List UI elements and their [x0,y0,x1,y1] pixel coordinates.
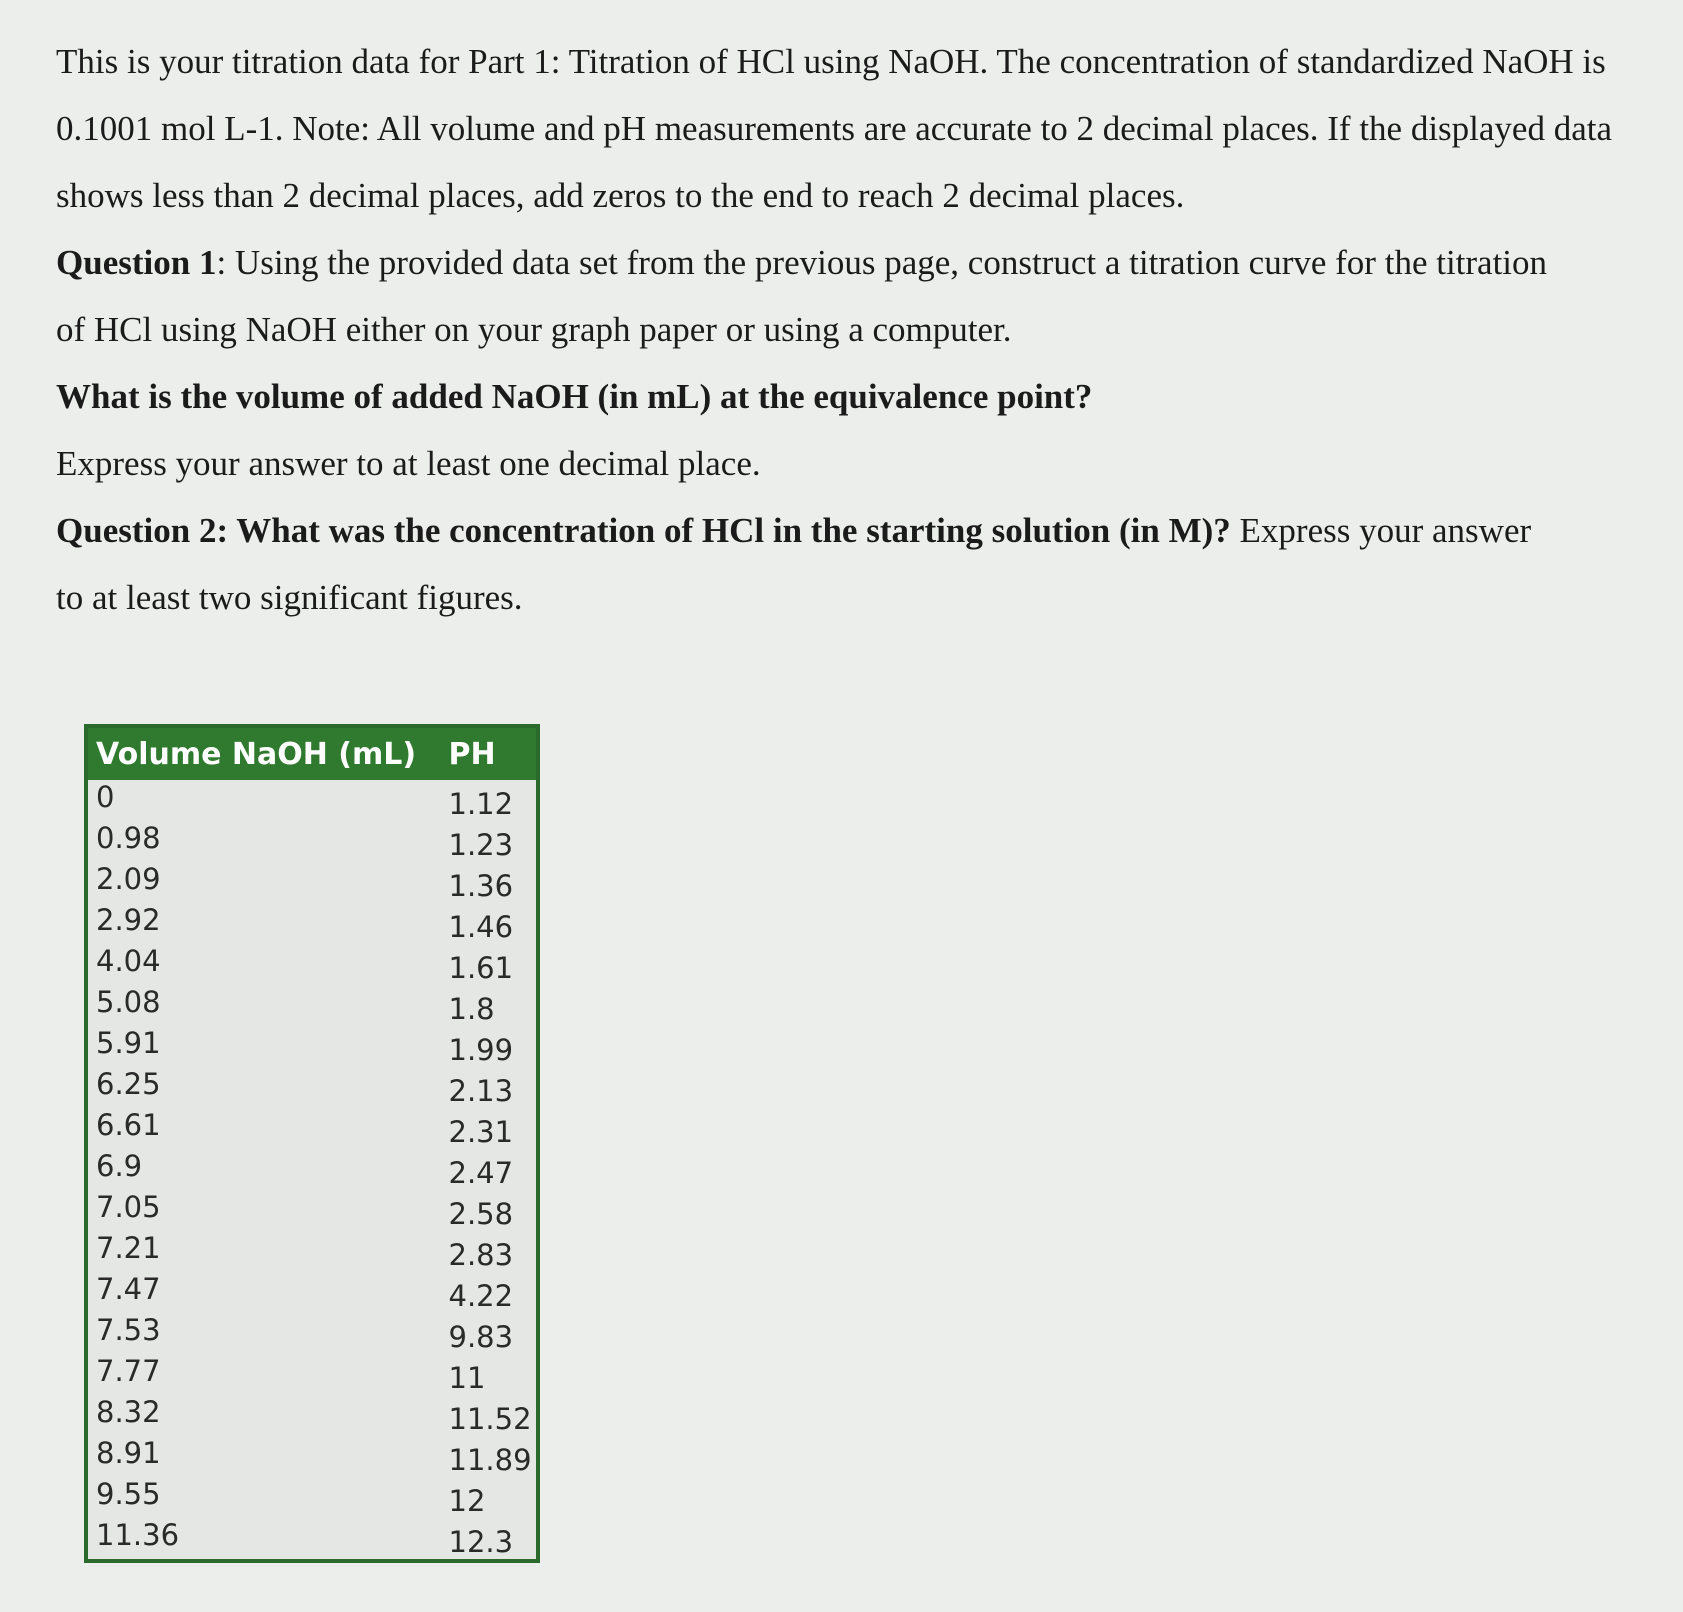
question-1-note: Express your answer to at least one decimal place. [56,444,761,483]
volume-cell: 5.08 [96,985,161,1019]
table-row [88,985,536,1026]
volume-cell: 0.98 [96,821,161,855]
question-1-label: Question 1 [56,243,217,282]
ph-cell: 1.23 [448,828,514,862]
volume-cell: 8.91 [96,1436,161,1470]
ph-cell: 9.83 [448,1320,514,1354]
table-row [88,780,536,821]
table-row [88,1313,536,1354]
table-row [88,1354,536,1395]
ph-cell: 2.83 [448,1238,514,1272]
table-row [88,1190,536,1231]
ph-cell: 11.52 [448,1402,532,1436]
volume-cell: 4.04 [96,944,161,978]
question-1-text: : Using the provided data set from the previous page, construct a titration curve for the titration of HCl using NaOH either on your graph paper or using a computer. [56,243,1548,349]
ph-cell: 1.61 [448,951,514,985]
table-row [88,1272,536,1313]
volume-cell: 2.09 [96,862,161,896]
data-table [88,728,536,1559]
volume-cell: 5.91 [96,1026,161,1060]
volume-cell: 6.61 [96,1108,161,1142]
question-1-paragraph [56,229,1576,363]
question-2-text: Express your answer to at least two significant figures. [56,511,1532,617]
volume-cell: 7.47 [96,1272,161,1306]
volume-cell: 7.05 [96,1190,161,1224]
ph-cell: 12.3 [448,1525,514,1559]
header-volume: Volume NaOH (mL) [88,728,431,780]
table-row [88,821,536,862]
ph-cell: 1.36 [448,869,514,903]
table-row [88,1108,536,1149]
volume-cell: 6.25 [96,1067,161,1101]
document-body [56,28,1636,631]
question-1-ask: What is the volume of added NaOH (in mL) at the equivalence point? [56,377,1093,416]
ph-cell: 1.12 [448,787,514,821]
table-row [88,1395,536,1436]
volume-cell: 7.77 [96,1354,161,1388]
table-row [88,1231,536,1272]
table-row [88,1436,536,1477]
question-2-ask: : What was the concentration of HCl in the starting solution (in M)? [216,511,1231,550]
ph-cell: 2.31 [448,1115,514,1149]
volume-cell: 2.92 [96,903,161,937]
ph-cell: 2.13 [448,1074,514,1108]
question-2-label: Question 2 [56,511,217,550]
table-row [88,944,536,985]
header-ph: PH [431,728,536,780]
ph-cell: 2.58 [448,1197,514,1231]
table-row [88,1477,536,1518]
ph-cell: 1.8 [448,992,495,1026]
ph-cell: 11 [448,1361,486,1395]
ph-cell: 1.99 [448,1033,514,1067]
volume-cell: 0 [96,780,115,814]
volume-cell: 6.9 [96,1149,143,1183]
table-header-row [88,728,536,780]
titration-data-table [84,724,540,1563]
ph-cell: 1.46 [448,910,514,944]
ph-cell: 4.22 [448,1279,514,1313]
table-row [88,903,536,944]
intro-paragraph: This is your titration data for Part 1: Titration of HCl using NaOH. The concentration of standardized NaOH is 0.1001 mol L-1. Note: All volume and pH measurements are accurate to 2 decimal places. If the displayed data shows less than 2 decimal places, add zeros to the end to reach 2 decimal places. [56,42,1613,215]
volume-cell: 9.55 [96,1477,161,1511]
ph-cell: 2.47 [448,1156,514,1190]
question-2-paragraph [56,497,1536,631]
volume-cell: 8.32 [96,1395,161,1429]
volume-cell: 7.53 [96,1313,161,1347]
volume-cell: 11.36 [96,1518,180,1552]
table-row [88,1067,536,1108]
table-row [88,1518,536,1559]
ph-cell: 12 [448,1484,486,1518]
volume-cell: 7.21 [96,1231,161,1265]
table-row [88,1149,536,1190]
table-row [88,862,536,903]
ph-cell: 11.89 [448,1443,532,1477]
table-row [88,1026,536,1067]
table-body [88,780,536,1559]
